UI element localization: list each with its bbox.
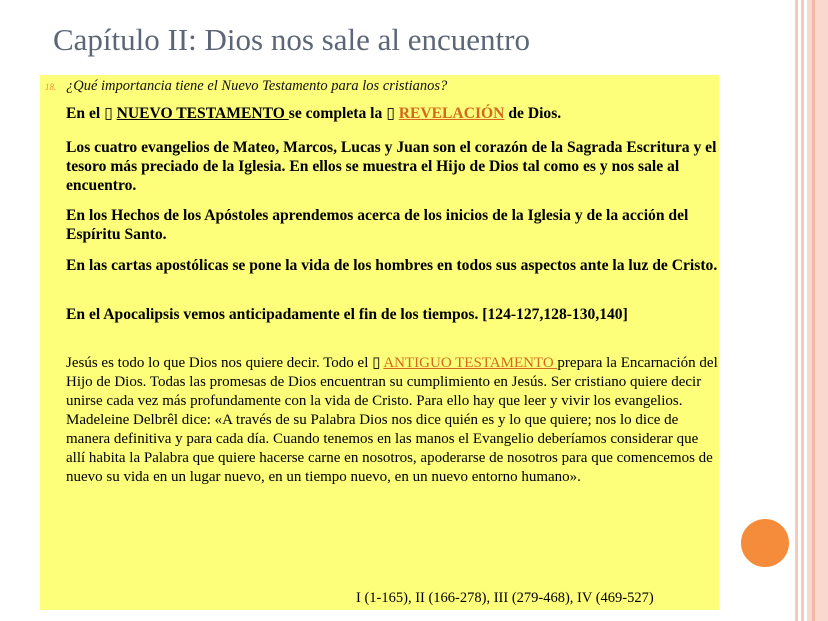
antiguo-testamento-link[interactable]: ANTIGUO TESTAMENTO [383,355,558,371]
reference-text: I (1-165), II (166-278), III (279-468), IV (469-527) [356,590,654,606]
p6-before: Jesús es todo lo que Dios nos quiere decir. Todo el [66,355,373,371]
decor-stripe [812,0,815,621]
slide-title: Capítulo II: Dios nos sale al encuentro [53,22,530,57]
decor-stripe [795,0,798,621]
doc-icon: ▯ [386,105,395,122]
decor-circle [740,518,790,568]
p6-after: prepara la Encarnación del Hijo de Dios. Todas las promesas de Dios encuentran su cumplimiento en Jesús. Ser cristiano quiere decir unirse cada vez más profundamente con la vida de Cristo. Para ello hay que leer y vivir los evangelios. Madeleine Delbrêl dice: «A través de su Palabra Dios nos dice quién es y lo que quiere; nos lo dice de manera definitiva y para cada día. Cuando tenemos en las manos el Evangelio deberíamos considerar que allí habita la Palabra que quiere hacerse carne en nosotros, apoderarse de nosotros para que comencemos de nuevo su vida en un lugar nuevo, en un tiempo nuevo, en un nuevo entorno humano». [66,355,718,485]
paragraph-5: En el Apocalipsis vemos anticipadamente el fin de los tiempos. [124-127,128-130,140] [66,306,628,323]
item-number: 18. [45,82,57,92]
doc-icon: ▯ [104,105,113,122]
doc-icon: ▯ [372,355,381,371]
paragraph-3: En los Hechos de los Apóstoles aprendemos acerca de los inicios de la Iglesia y de la acción del Espíritu Santo. [66,207,689,243]
decor-stripe [801,0,804,621]
p1-before: En el [66,105,105,122]
paragraph-4: En las cartas apostólicas se pone la vida de los hombres en todos sus aspectos ante la luz de Cristo. [66,257,718,274]
paragraph-2: Los cuatro evangelios de Mateo, Marcos, Lucas y Juan son el corazón de la Sagrada Escritura y el tesoro más preciado de la Iglesia. En ellos se muestra el Hijo de Dios tal como es y nos sale al encuentro. [66,139,717,194]
paragraph-6 [66,354,718,487]
question-text: ¿Qué importancia tiene el Nuevo Testamento para los cristianos? [66,78,448,94]
nuevo-testamento-link[interactable]: NUEVO TESTAMENTO [116,105,289,122]
p1-after: de Dios. [504,105,562,122]
revelacion-link[interactable]: REVELACIÓN [398,105,505,122]
paragraph-1 [66,104,718,123]
p1-middle: se completa la [288,105,387,122]
decor-stripe [807,0,828,621]
